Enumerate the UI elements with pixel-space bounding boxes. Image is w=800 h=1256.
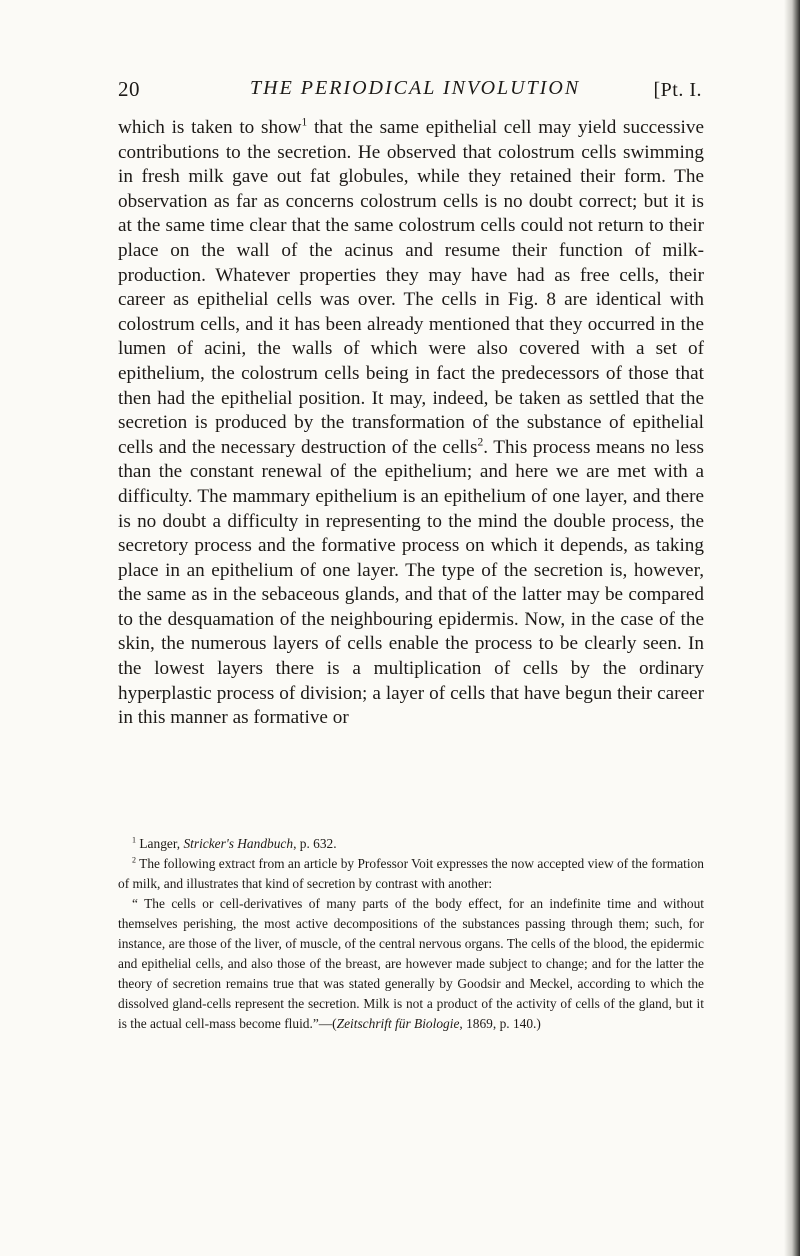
footnote-2-quote-text: “ The cells or cell-derivatives of many parts of the body effect, for an indefinite time and without themselves perishing, the most active decompositions of the substances passing through them; such, for instance, are those of the liver, of muscle, of the central nervous organs. The cells of the blood, the epidermic and epithelial cells, and also those of the breast, are however made subject to change; and for the latter the theory of secretion remains true that was stated generally by Goodsir and Meckel, according to which the dissolved gland-cells represent the secretion. Milk is not a product of the activity of cells of the gland, but it is the actual cell-mass become fluid.”—( [118,896,704,1031]
footnote-2-source: Zeitschrift für Biologie [336,1016,460,1031]
footnote-2 [118,854,704,894]
footnote-marker-2: 2 [132,855,137,865]
footnote-1-text: Langer, [139,836,184,851]
footnote-2-quote [118,894,704,1034]
page-number: 20 [118,77,140,101]
body-text-segment: . This process means no less than the constant renewal of the epithelium; and here we are met with a difficulty. The mammary epithelium is an epithelium of one layer, and there is no doubt a difficulty in representing to the mind the double process, the secretory process and the formative process on which it depends, as taking place in an epithelium of one layer. The type of the secretion is, however, the same as in the sebaceous glands, and that of the latter may be compared to the desquamation of the neighbouring epidermis. Now, in the case of the skin, the numerous layers of cells enable the process to be clearly seen. In the lowest layers there is a multiplication of cells by the ordinary hyperplastic process of division; a layer of cells that have begun their career in this manner as formative or [118,436,704,729]
footnote-ref-1: 1 [301,116,308,129]
footnote-1 [118,834,704,854]
body-paragraph [118,116,704,731]
footnote-1-page: , p. 632. [293,836,337,851]
footnote-1-title: Stricker's Handbuch [183,836,294,851]
running-title: THE PERIODICAL INVOLUTION [250,77,581,99]
footnotes [118,834,704,1034]
running-head [118,77,702,107]
part-label: [Pt. I. [653,79,702,101]
footnote-2-text: The following extract from an article by Professor Voit expresses the now accepted view of the formation of milk, and illustrates that kind of secretion by contrast with another: [118,856,705,891]
footnote-marker-1: 1 [132,835,137,845]
footnote-ref-2: 2 [477,436,484,449]
page-edge-shadow [784,0,800,1256]
footnote-2-citation: , 1869, p. 140.) [459,1016,541,1031]
body-text-segment: that the same epithelial cell may yield successive contributions to the secretion. He observed that colostrum cells swimming in fresh milk gave out fat globules, while they retained their form. The observation as far as concerns colostrum cells is no doubt correct; but it is at the same time clear that the same colostrum cells could not return to their place on the wall of the acinus and resume their function of milk-production. Whatever properties they may have had as free cells, their career as epithelial cells was over. The cells in Fig. 8 are identical with colostrum cells, and it has been already mentioned that they occurred in the lumen of acini, the walls of which were also covered with a set of epithelium, the colostrum cells being in fact the predecessors of those that then had the epithelial position. It may, indeed, be taken as settled that the secretion is produced by the transformation of the substance of epithelial cells and the necessary destruction of the cells [118,117,704,458]
body-text-segment: which is taken to show [118,117,302,138]
